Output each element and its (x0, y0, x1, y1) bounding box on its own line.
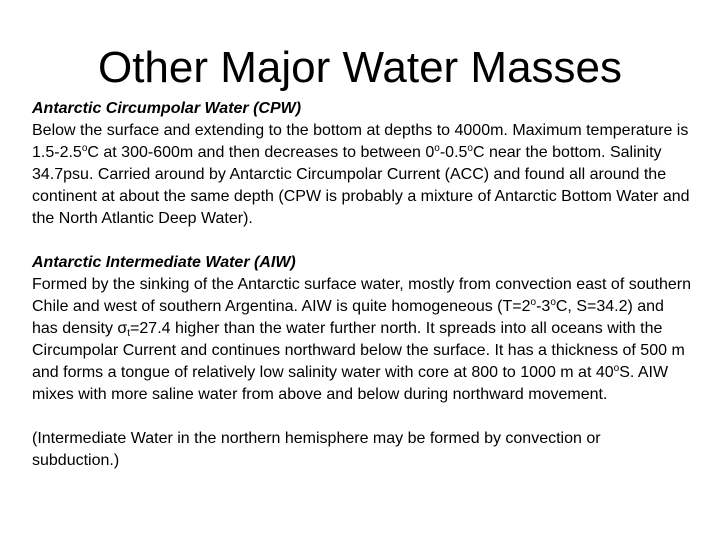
cpw-text-1: Below the surface and extending to the bottom at depths to 4000m. Maximum temperature is 1.5-2.5 (32, 122, 689, 161)
aiw-degree-3: o (613, 363, 620, 374)
spacer (32, 230, 692, 252)
cpw-paragraph (32, 120, 692, 230)
aiw-sigma-subscript: t (127, 328, 131, 339)
cpw-text-3: -0.5 (439, 144, 468, 161)
cpw-degree-2: o (434, 143, 440, 154)
aiw-text-2: -3 (536, 298, 551, 315)
cpw-degree-3: o (467, 143, 473, 154)
spacer (32, 406, 692, 428)
aiw-text-1: Formed by the sinking of the Antarctic surface water, mostly from convection east of southern Chile and west of southern Argentina. AIW is quite homogeneous (T=2 (32, 276, 691, 315)
cpw-degree-1: o (81, 143, 88, 154)
aiw-text-5: S. AIW mixes with more saline water from above and below during northward movement. (32, 364, 669, 403)
aiw-heading: Antarctic Intermediate Water (AIW) (32, 254, 296, 271)
aiw-degree-2: o (550, 297, 556, 308)
cpw-text-4: C near the bottom. Salinity 34.7psu. Carried around by Antarctic Circumpolar Current (ACC) and found all around the continent at about the same depth (CPW is probably a mixture of Antarctic Bottom Water and the North Atlantic Deep Water). (32, 144, 690, 227)
cpw-heading: Antarctic Circumpolar Water (CPW) (32, 100, 302, 117)
aiw-degree-1: o (530, 297, 537, 308)
aiw-text-4: =27.4 higher than the water further north. It spreads into all oceans with the Circumpolar Current and continues northward below the surface. It has a thickness of 500 m and forms a tongue of relatively low salinity water with core at 800 to 1000 m at 40 (32, 320, 685, 381)
aiw-text-3: C, S=34.2) and has density σ (32, 298, 664, 337)
slide-title: Other Major Water Masses (97, 43, 623, 92)
cpw-text-2: C at 300-600m and then decreases to between 0 (87, 144, 435, 161)
note-paragraph: (Intermediate Water in the northern hemisphere may be formed by convection or subduction.) (32, 430, 601, 469)
slide-content (32, 98, 692, 472)
aiw-paragraph (32, 274, 692, 406)
